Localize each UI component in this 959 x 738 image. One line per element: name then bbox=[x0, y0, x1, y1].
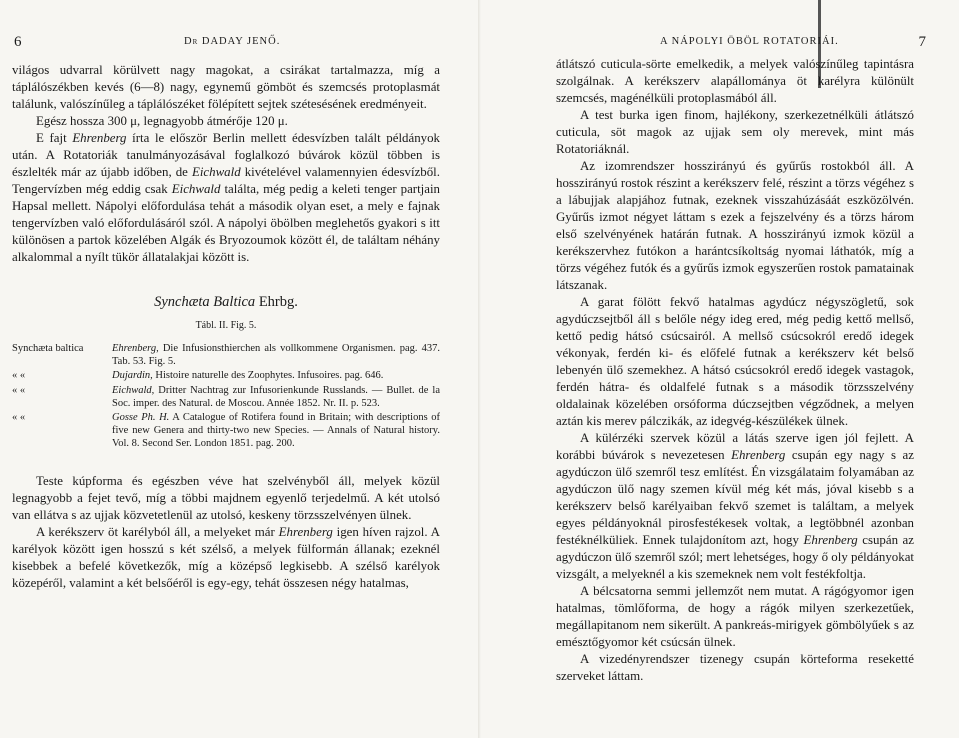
left-para-5: A kerékszerv öt karélyból áll, a melyeket már Ehrenberg igen híven rajzol. A karélyok között igen hosszú s két szélső, a melyek fülformán állanak; ezeknél kisebbek a befelé következők, míg a középső legkisebb. A szélső karélyok közepéről, valamint a két belsőéről is egy-egy, tehát összesen négy hatalmas, bbox=[12, 524, 440, 590]
right-para-4: A garat fölött fekvő hatalmas agydúcz négyszögletű, sok agydúczsejtből áll s belőle négy ideg ered, még pedig kettő mellső, kettő pedig hátsó csúcsairól. A mellső csúcsokról eredő idegek vékonyak, ferdén ki- és előfelé futnak a kerékszerv két belső lebenyén ülő szemekhez. A hátsó csúcsokról eredő idegek vastagok, ferdén hátra- és oldalfelé futnak s a második törzsszelvény oldalainak közelében orsóforma dúczsejtben végződnek, a melyen aztán kis merev pálczikák, az idegvég-készülékek ülnek. bbox=[556, 295, 914, 428]
left-body bbox=[12, 62, 440, 592]
synonymy-list bbox=[12, 342, 440, 451]
species-heading bbox=[12, 294, 440, 311]
right-para-6: A bélcsatorna semmi jellemzőt nem mutat. A rágógyomor igen hatalmas, tömlőforma, de hogy a rágók milyen szerkezetűek, megállapitanom nem sikerült. A pankreás-mirigyek gömbölyűek s az emésztőgyomor két csúcsán ülnek. bbox=[556, 584, 914, 649]
left-running-head: Dr DADAY JENŐ. bbox=[184, 36, 281, 47]
synonymy-entry: « « Dujardin, Histoire naturelle des Zoophytes. Infusoires. pag. 646. bbox=[12, 370, 384, 382]
left-page-number: 6 bbox=[14, 34, 22, 50]
right-body bbox=[556, 56, 914, 685]
left-para-2: Egész hossza 300 μ, legnagyobb átmérője 120 μ. bbox=[36, 114, 288, 128]
species-name: Synchæta Baltica bbox=[154, 294, 256, 310]
right-para-3: Az izomrendszer hosszirányú és gyűrűs rostokból áll. A hosszirányú rostok részint a kerékszerv felé, részint a törzs végéhez s a lábujjak alapjához futnak, ezeknek visszahúzásáát eszközölvén. Gyűrűs izmot négyet láttam s ezek a fejszelvény és a törzs három első szelvényének határán futnak. A hosszirányú izmok közül a kerékszervhez futókon a harántcsíkoltság nyomai láthatók, míg a törzs végéhez futók és a gyűrűs izmok egyszerűen rostok pamatainak látszanak. bbox=[556, 159, 914, 292]
right-page-number: 7 bbox=[918, 34, 926, 50]
right-running-head: A NÁPOLYI ÖBÖL ROTATORIÁI. bbox=[660, 36, 839, 47]
left-para-1: világos udvarral körülvett nagy magokat, a csirákat tartalmazza, míg a táplálószékben kevés (6—8) nagy, egynemű gömböt és szemcsés protoplasmát találunk, valószínűleg a táplálószéket fölépített sejtek szétesésének eredményeit. bbox=[12, 63, 440, 111]
right-page bbox=[480, 0, 959, 738]
left-header bbox=[14, 34, 470, 51]
right-para-2: A test burka igen finom, hajlékony, szerkezetnélküli átlátszó cuticula, söt magok az ujjak sem oly merevek, mint más Rotatoriáknál. bbox=[556, 108, 914, 156]
synonymy-entry: « « Gosse Ph. H. A Catalogue of Rotifera found in Britain; with descriptions of five new Genera and thirty-two new Species. — Annals of Natural history. Vol. 8. Second Ser. London 1851. pag. 200. bbox=[12, 412, 440, 450]
synonymy-entry: « « Eichwald, Dritter Nachtrag zur Infusorienkunde Russlands. — Bullet. de la Soc. imper. des Natural. de Moscou. Année 1852. Nr. II. p. 523. bbox=[12, 384, 440, 409]
right-para-5: A külérzéki szervek közül a látás szerve igen jól fejlett. A korábbi búvárok s nevezetesen Ehrenberg csupán egy nagy s az agydúczon ülő szemről tesz említést. Én vizsgálataim folyamában az agydúczon ülő nagy szemen kívül még két más, jóval kisebb s a kerékszerv belső karélyaiban fekvő szemet is találtam, a melyek egyes példányoknál pirosfestékesek voltak, a legtöbbnél azonban festéknélküliek. Ennek tulajdonítom azt, hogy Ehrenberg csupán az agydúczon ülő szemről szól; mert lehetséges, hogy ő oly példányokat vizsgált, a melyeknél a kis szemeknek nem volt festékfoltja. bbox=[556, 431, 914, 581]
table-reference: Tábl. II. Fig. 5. bbox=[195, 320, 257, 331]
right-para-1: átlátszó cuticula-sörte emelkedik, a melyek valószínűleg tapintásra szolgálnak. A kerékszerv alapállománya öt karélyra különült szemcsés, magénélküli protoplasmából áll. bbox=[556, 57, 914, 105]
left-para-3: E fajt Ehrenberg írta le először Berlin mellett édesvízben talált példányok után. A Rotatoriák tanulmányozásával foglalkozó búvárok közül többen is észlelték már az újabb időben, de Eichwald kivételével valamennyien édesvízből. Tengervízben még eddig csak Eichwald találta, még pedig a keleti tenger partjain Hapsal mellett. Nápolyi előfordulása tehát a második olyan eset, a mely e fajnak tengervízben való előfordulásáról szól. A nápolyi öbölben meglehetős gyakori s itt különösen a partok közelében Algák és Bryozoumok között él, de találtam néhány alkalommal a nyílt tükör állatalakjai között is. bbox=[12, 131, 440, 264]
right-para-7: A vizedényrendszer tizenegy csupán körteforma reseketté szerveket láttam. bbox=[556, 652, 914, 683]
species-author: Ehrbg. bbox=[258, 294, 298, 310]
left-para-4: Teste kúpforma és egészben véve hat szelvényből áll, melyek közül legnagyobb a fejet tevő, míg a többi majdnem egyenlő terjedelmű. A két utolsó van ellátva s az ujjak közvetetlenül az utolsó, keskeny törzsszelvényen ülnek. bbox=[12, 473, 440, 522]
synonymy-entry: Synchæta baltica Ehrenberg, Die Infusionsthierchen als vollkommene Organismen. pag. 437. Tab. 53. Fig. 5. bbox=[12, 343, 440, 368]
